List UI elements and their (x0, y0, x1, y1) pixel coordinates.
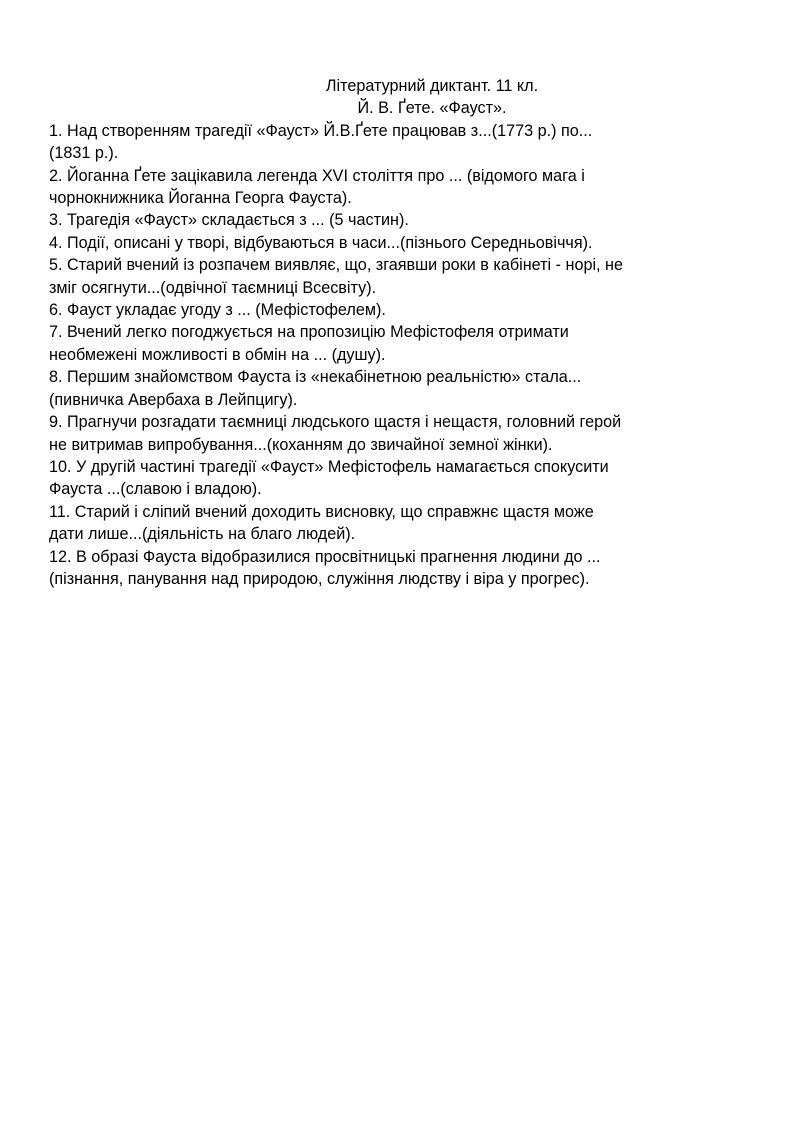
dictation-item-line: 4. Події, описані у творі, відбуваються в часи...(пізнього Середньовіччя). (49, 233, 593, 252)
dictation-item (49, 232, 749, 254)
dictation-item-line: Фауста ...(славою і владою). (49, 480, 262, 499)
dictation-item-line: (1831 р.). (49, 144, 119, 163)
dictation-item-line: 11. Старий і сліпий вчений доходить висновку, що справжнє щастя може (49, 502, 594, 521)
dictation-item-line: необмежені можливості в обмін на ... (душу). (49, 345, 386, 364)
dictation-item-line: 7. Вчений легко погоджується на пропозицію Мефістофеля отримати (49, 323, 569, 342)
dictation-item-line: зміг осягнути...(одвічної таємниці Всесвіту). (49, 278, 377, 297)
dictation-item (49, 546, 749, 591)
dictation-item-line: 1. Над створенням трагедії «Фауст» Й.В.Ґете працював з...(1773 р.) по... (49, 121, 593, 140)
dictation-item (49, 299, 749, 321)
dictation-item (49, 366, 749, 411)
dictation-item-line: не витримав випробування...(коханням до звичайної земної жінки). (49, 435, 553, 454)
dictation-item (49, 456, 749, 501)
dictation-item (49, 165, 749, 210)
dictation-item-line: дати лише...(діяльність на благо людей). (49, 525, 356, 544)
dictation-item (49, 254, 749, 299)
dictation-item-line: 8. Першим знайомством Фауста із «некабінетною реальністю» стала... (49, 368, 582, 387)
document-subtitle: Й. В. Ґете. «Фауст». (357, 99, 507, 118)
dictation-item-line: 10. У другій частині трагедії «Фауст» Мефістофель намагається спокусити (49, 457, 609, 476)
dictation-list (49, 120, 749, 591)
document-page (49, 75, 749, 590)
dictation-item (49, 120, 749, 165)
dictation-item-line: 6. Фауст укладає угоду з ... (Мефістофелем). (49, 301, 386, 320)
dictation-item-line: 5. Старий вчений із розпачем виявляє, що, згаявши роки в кабінеті - норі, не (49, 256, 623, 275)
dictation-item (49, 411, 749, 456)
dictation-item (49, 209, 749, 231)
dictation-item-line: 12. В образі Фауста відобразилися просвітницькі прагнення людини до ... (49, 547, 601, 566)
title-block (49, 75, 749, 120)
dictation-item-line: (пивничка Авербаха в Лейпцигу). (49, 390, 298, 409)
dictation-item-line: (пізнання, панування над природою, служіння людству і віра у прогрес). (49, 569, 590, 588)
dictation-item-line: 9. Прагнучи розгадати таємниці людського щастя і нещастя, головний герой (49, 413, 622, 432)
document-title: Літературний диктант. 11 кл. (325, 77, 539, 95)
dictation-item (49, 321, 749, 366)
dictation-item-line: 2. Йоганна Ґете зацікавила легенда XVI століття про ... (відомого мага і (49, 166, 585, 185)
dictation-item-line: чорнокнижника Йоганна Георга Фауста). (49, 189, 352, 208)
dictation-item-line: 3. Трагедія «Фауст» складається з ... (5 частин). (49, 211, 409, 230)
dictation-item (49, 501, 749, 546)
